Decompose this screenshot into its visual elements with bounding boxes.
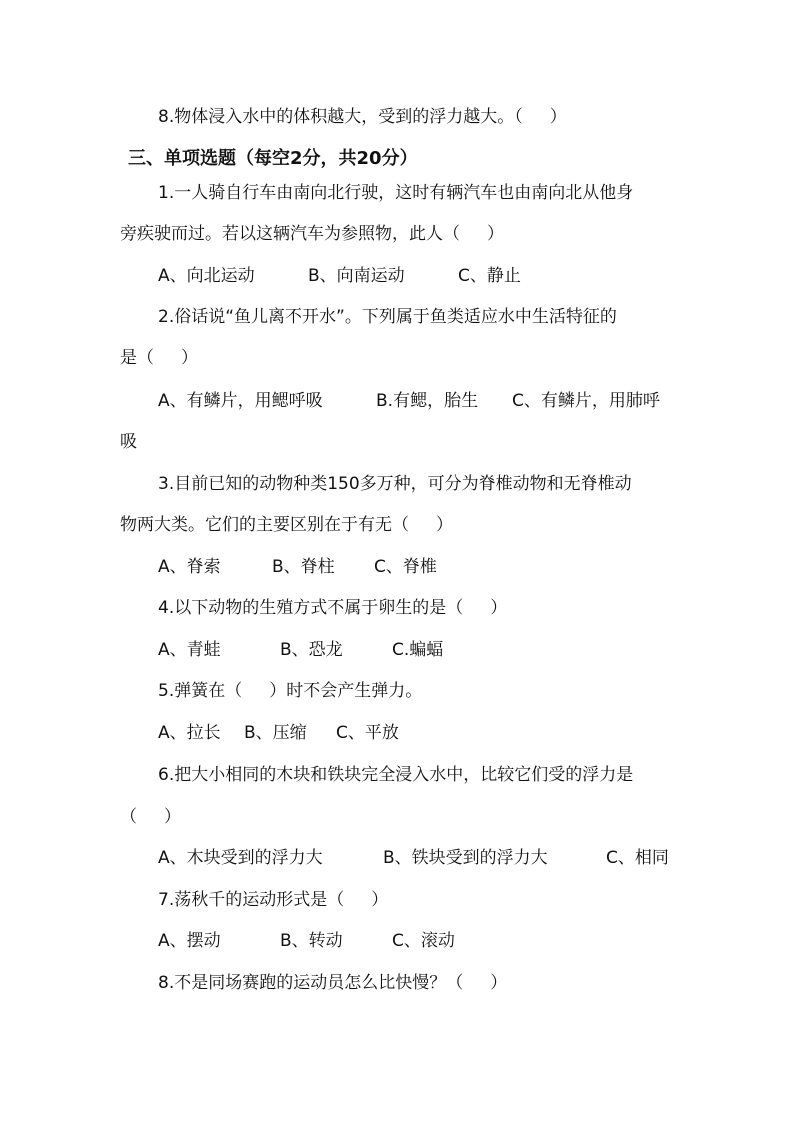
question-6-line-2: （ ） [120,807,182,827]
question-6-option-a: A、木块受到的浮力大 [158,848,323,868]
question-2-option-c: C、有鳞片，用肺呼 [512,391,660,411]
question-4-option-a: A、青蛙 [158,640,221,660]
question-2-option-a: A、有鳞片，用鳃呼吸 [158,391,323,411]
question-5-option-a: A、拉长 [158,723,221,743]
question-5-line-1: 5.弹簧在（ ）时不会产生弹力。 [158,681,423,701]
question-2-option-continuation: 吸 [120,432,137,452]
question-1-option-a: A、向北运动 [158,266,255,286]
prev-question-8: 8.物体浸入水中的体积越大，受到的浮力越大。（ ） [158,107,567,127]
question-4-option-c: C.蝙蝠 [392,640,444,660]
question-7-option-a: A、摆动 [158,931,221,951]
question-4-line-1: 4.以下动物的生殖方式不属于卵生的是（ ） [158,598,508,618]
question-3-line-2: 物两大类。它们的主要区别在于有无（ ） [120,515,454,535]
question-3-option-c: C、脊椎 [374,557,437,577]
question-2-line-2: 是（ ） [120,348,199,368]
question-3-option-b: B、脊柱 [272,557,335,577]
question-2-option-b: B.有鳃，胎生 [376,391,479,411]
question-1-option-c: C、静止 [458,266,521,286]
question-1-line-1: 1.一人骑自行车由南向北行驶，这时有辆汽车也由南向北从他身 [158,183,634,203]
question-6-option-b: B、铁块受到的浮力大 [383,848,548,868]
question-1-line-2: 旁疾驶而过。若以这辆汽车为参照物，此人（ ） [120,224,505,244]
section-heading: 三、单项选题（每空2分，共20分） [128,148,418,169]
question-5-option-b: B、压缩 [244,723,307,743]
question-7-option-c: C、滚动 [392,931,455,951]
question-6-option-c: C、相同 [606,848,669,868]
question-7-option-b: B、转动 [280,931,343,951]
question-8-line-1: 8.不是同场赛跑的运动员怎么比快慢？（ ） [158,973,508,993]
question-5-option-c: C、平放 [336,723,399,743]
question-3-line-1: 3.目前已知的动物种类150多万种，可分为脊椎动物和无脊椎动 [158,474,632,494]
question-4-option-b: B、恐龙 [280,640,343,660]
question-3-option-a: A、脊索 [158,557,221,577]
question-6-line-1: 6.把大小相同的木块和铁块完全浸入水中，比较它们受的浮力是 [158,765,634,785]
question-2-line-1: 2.俗话说“鱼儿离不开水”。下列属于鱼类适应水中生活特征的 [158,307,617,327]
question-7-line-1: 7.荡秋千的运动形式是（ ） [158,890,389,910]
question-1-option-b: B、向南运动 [308,266,405,286]
